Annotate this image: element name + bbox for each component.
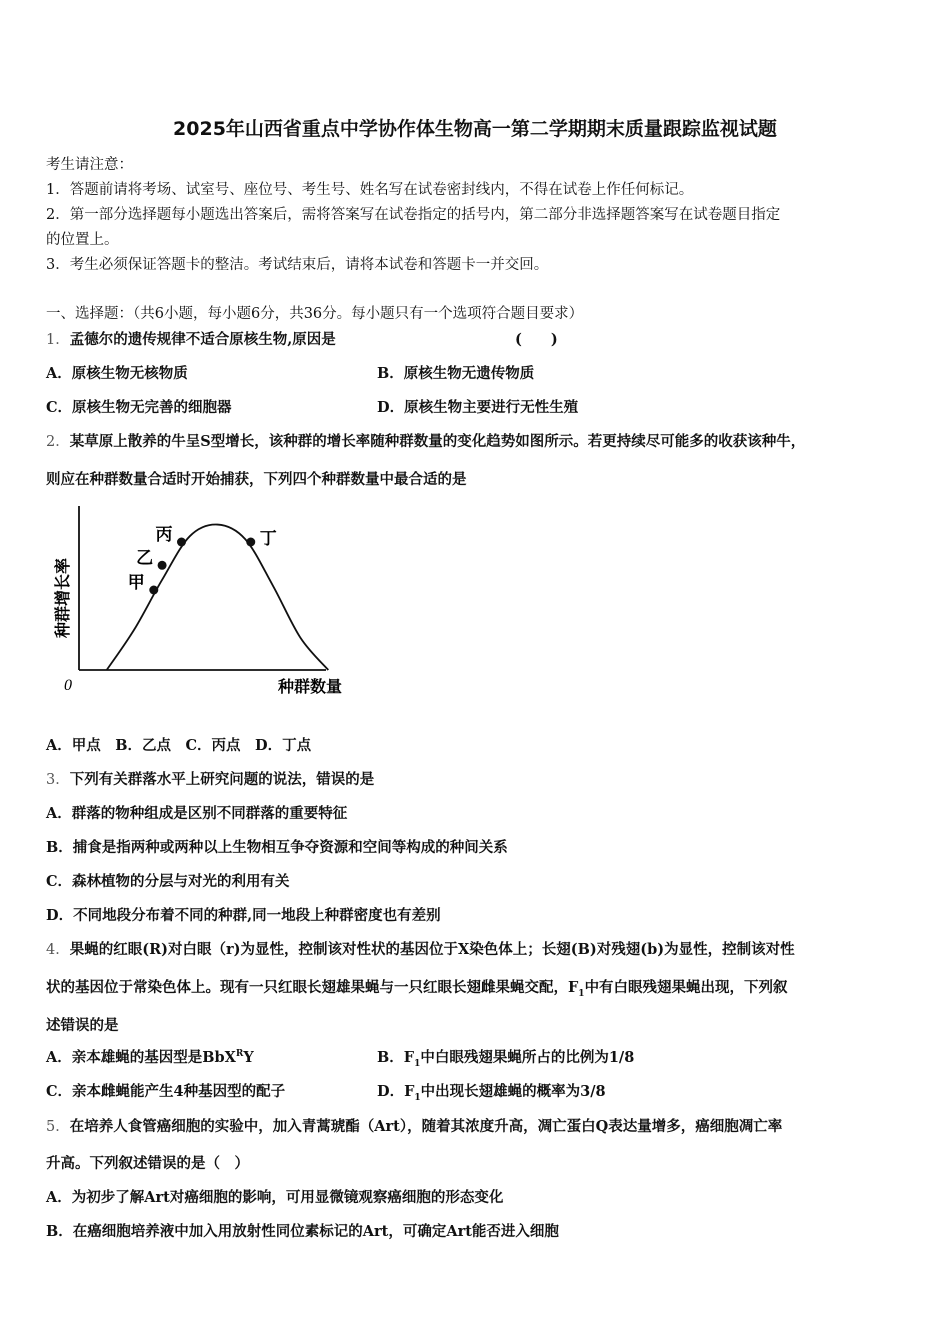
q1-option-c: C．原核生物无完善的细胞器: [46, 399, 232, 416]
q2-options: A．甲点 B．乙点 C．丙点 D．丁点: [46, 737, 312, 754]
q4-option-a: [46, 1046, 254, 1067]
question-4-stem-end: 述错误的是: [46, 1017, 119, 1034]
data-point-1: [149, 586, 158, 595]
notice-item-2: 2．第一部分选择题每小题选出答案后，需将答案写在试卷指定的括号内，第二部分非选择题答案写在试卷题目指定: [46, 207, 781, 223]
q5-option-b: B．在癌细胞培养液中加入用放射性同位素标记的Art，可确定Art能否进入细胞: [46, 1223, 559, 1240]
notice-item-3: 3．考生必须保证答题卡的整洁。考试结束后，请将本试卷和答题卡一并交回。: [46, 257, 549, 273]
q1-option-d: D．原核生物主要进行无性生殖: [377, 399, 579, 416]
question-number: 1．: [46, 332, 70, 348]
q1-option-a: A．原核生物无核物质: [46, 365, 188, 382]
q4-option-c: C．亲本雌蝇能产生4种基因型的配子: [46, 1083, 286, 1100]
growth-rate-chart: [46, 498, 366, 703]
question-4-stem-cont: [46, 976, 788, 999]
question-text: 果蝇的红眼(R)对白眼（r)为显性，控制该对性状的基因位于X染色体上；长翅(B)对残翅(b)为显性，控制该对性: [69, 941, 795, 958]
notice-item-2-cont: 的位置上。: [46, 232, 119, 248]
q3-option-d: D．不同地段分布着不同的种群,同一地段上种群密度也有差别: [46, 907, 441, 924]
q4-b-sub: 1: [414, 1058, 421, 1069]
question-5-stem-cont: 升高。下列叙述错误的是（ ）: [46, 1155, 249, 1172]
question-text: 在培养人食管癌细胞的实验中，加入青蒿琥酯（Art），随着其浓度升高，凋亡蛋白Q表达量增多，癌细胞凋亡率: [69, 1118, 783, 1135]
x-axis-label: 种群数量: [278, 677, 343, 696]
question-number: 2．: [46, 434, 70, 450]
question-4-stem: [46, 938, 795, 959]
notice-heading: 考生请注意：: [46, 157, 133, 173]
section-heading: 一、选择题：（共6小题，每小题6分，共36分。每小题只有一个选项符合题目要求）: [46, 306, 584, 322]
data-point-4: [246, 538, 255, 547]
q4-sub: 1: [578, 988, 585, 999]
growth-rate-curve: [107, 524, 329, 670]
q4-a-sup: R: [235, 1049, 244, 1060]
notice-item-1: 1．答题前请将考场、试室号、座位号、考生号、姓名写在试卷密封线内，不得在试卷上作任何标记。: [46, 182, 694, 198]
answer-bracket: ( ): [515, 331, 558, 348]
data-point-label-3: 丙: [155, 525, 173, 545]
origin-label: 0: [64, 677, 72, 694]
data-point-3: [177, 538, 186, 547]
data-point-label-1: 甲: [127, 573, 145, 593]
q4-d-sub: 1: [414, 1092, 421, 1103]
q3-option-b: B．捕食是指两种或两种以上生物相互争夺资源和空间等构成的种间关系: [46, 839, 508, 856]
q4-text: 状的基因位于常染色体上。现有一只红眼长翅雄果蝇与一只红眼长翅雌果蝇交配，F: [46, 979, 579, 996]
question-1-stem: [46, 328, 336, 349]
question-5-stem: [46, 1115, 782, 1136]
y-axis-label: 种群增长率: [53, 557, 72, 638]
q4-d-post: 中出现长翅雄蝇的概率为3/8: [420, 1083, 606, 1100]
q4-b-text: B．F: [377, 1049, 415, 1066]
q4-option-b: [377, 1046, 634, 1069]
question-2-stem-cont: 则应在种群数量合适时开始捕获，下列四个种群数量中最合适的是: [46, 471, 467, 488]
question-2-stem: [46, 430, 805, 451]
q3-option-c: C．森林植物的分层与对光的利用有关: [46, 873, 290, 890]
q4-b-post: 中白眼残翅果蝇所占的比例为1/8: [420, 1049, 635, 1066]
data-point-label-2: 乙: [136, 548, 154, 569]
q4-d-text: D．F: [377, 1083, 415, 1100]
q4-a-post: Y: [243, 1049, 254, 1066]
question-3-stem: [46, 768, 374, 789]
data-point-2: [158, 561, 167, 570]
question-text: 孟德尔的遗传规律不适合原核生物,原因是: [69, 331, 336, 348]
question-number: 3．: [46, 772, 70, 788]
q4-a-text: A．亲本雄蝇的基因型是BbX: [46, 1049, 236, 1066]
q4-text-2: 中有白眼残翅果蝇出现，下列叙: [584, 979, 788, 996]
question-text: 某草原上散养的牛呈S型增长，该种群的增长率随种群数量的变化趋势如图所示。若更持续尽可能多的收获该种牛，: [69, 433, 806, 450]
q4-option-d: [377, 1080, 606, 1103]
question-text: 下列有关群落水平上研究问题的说法，错误的是: [69, 771, 375, 788]
q3-option-a: A．群落的物种组成是区别不同群落的重要特征: [46, 805, 348, 822]
q5-option-a: A．为初步了解Art对癌细胞的影响，可用显微镜观察癌细胞的形态变化: [46, 1189, 504, 1206]
data-point-label-4: 丁: [259, 529, 277, 549]
q1-option-b: B．原核生物无遗传物质: [377, 365, 535, 382]
question-number: 5．: [46, 1119, 70, 1135]
question-number: 4．: [46, 942, 70, 958]
page-title: 2025年山西省重点中学协作体生物高一第二学期期末质量跟踪监视试题: [173, 118, 777, 140]
